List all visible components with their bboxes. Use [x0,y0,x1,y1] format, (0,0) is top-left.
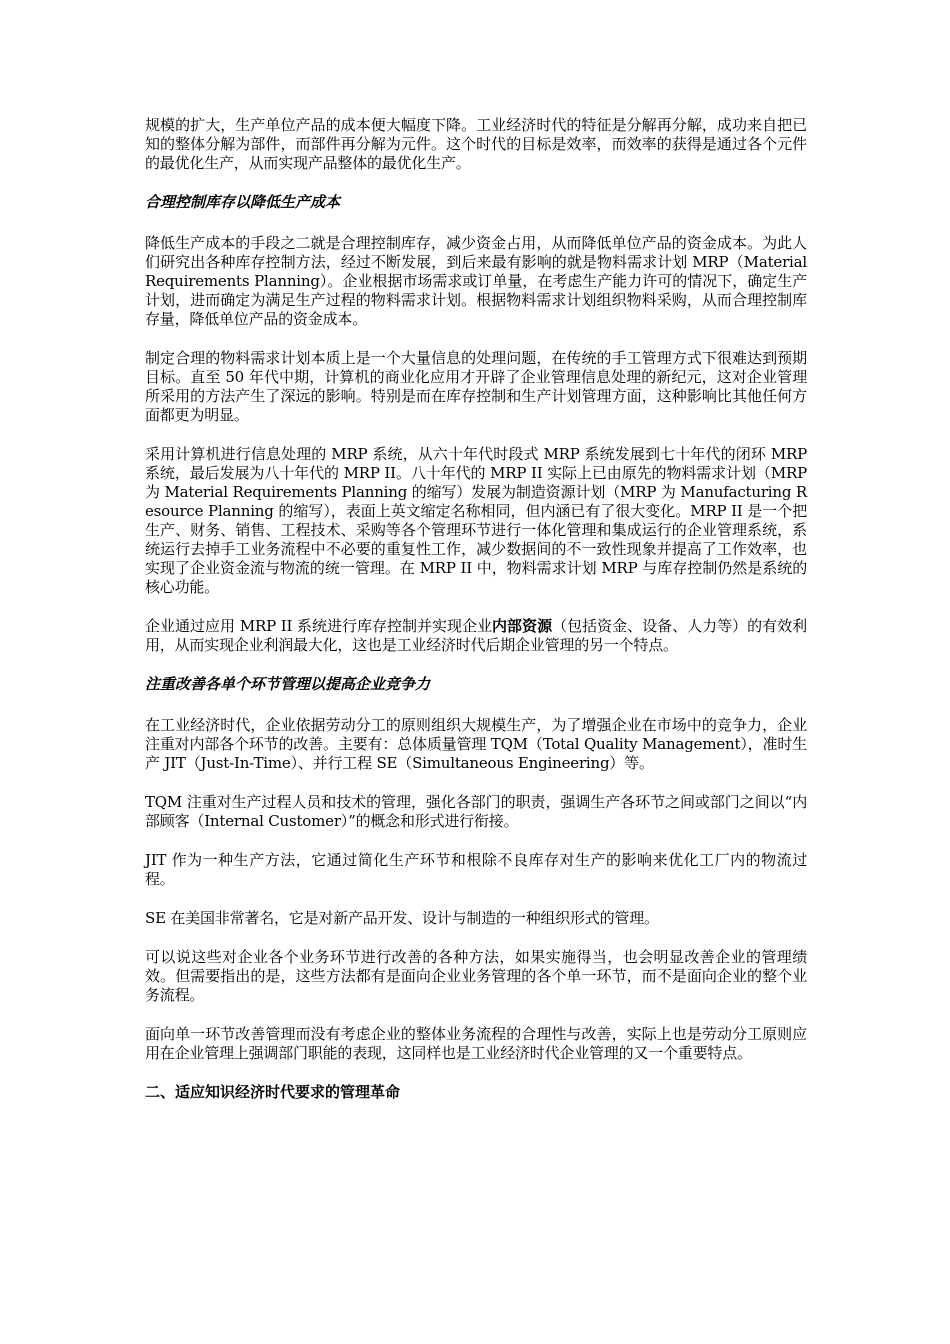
paragraph-inventory-control: 降低生产成本的手段之二就是合理控制库存，减少资金占用，从而降低单位产品的资金成本。为此人们研究出各种库存控制方法，经过不断发展，到后来最有影响的就是物料需求计划 MRP（Material Requirements Planning）。企业根据市场需求或订单量，在考虑生产能力许可的情况下，确定生产计划，进而确定为满足生产过程的物料需求计划。根据物料需求计划组织物料采购，从而合理控制库存量，降低单位产品的资金成本。 [145,234,807,328]
paragraph-single-link-improvement: 面向单一环节改善管理而没有考虑企业的整体业务流程的合理性与改善，实际上也是劳动分工原则应用在企业管理上强调部门职能的表现，这同样也是工业经济时代企业管理的又一个重要特点。 [145,1025,807,1062]
emphasis-internal-resources: 内部资源 [492,617,553,635]
paragraph-mrp-evolution: 采用计算机进行信息处理的 MRP 系统，从六十年代时段式 MRP 系统发展到七十年代的闭环 MRP 系统，最后发展为八十年代的 MRP II。八十年代的 MRP II 实际上已由原先的物料需求计划（MRP 为 Material Requirements Planning 的缩写）发展为制造资源计划（MRP 为 Manufacturing Resource Planning 的缩写），表面上英文缩定名称相同，但内涵已有了很大变化。MRP II 是一个把生产、财务、销售、工程技术、采购等各个管理环节进行一体化管理和集成运行的企业管理系统，系统运行去掉手工业务流程中不必要的重复性工作，减少数据间的不一致性现象并提高了工作效率，也实现了企业资金流与物流的统一管理。在 MRP II 中，物料需求计划 MRP 与库存控制仍然是系统的核心功能。 [145,445,807,596]
paragraph-information-processing: 制定合理的物料需求计划本质上是一个大量信息的处理问题，在传统的手工管理方式下很难达到预期目标。直至 50 年代中期，计算机的商业化应用才开辟了企业管理信息处理的新纪元，这对企业管理所采用的方法产生了深远的影响。特别是而在库存控制和生产计划管理方面，这种影响比其他任何方面都更为明显。 [145,349,807,424]
section-heading-management-revolution: 二、适应知识经济时代要求的管理革命 [145,1083,401,1101]
paragraph-jit: JIT 作为一种生产方法，它通过简化生产环节和根除不良库存对生产的影响来优化工厂内的物流过程。 [145,851,807,888]
document-page [145,116,807,1102]
text-segment: （包括资金、设备、人力等）的有效利用，从而实现企业利润最大化，这也是工业经济时代后期企业管理的另一个特点。 [145,617,807,654]
paragraph-se: SE 在美国非常著名，它是对新产品开发、设计与制造的一种组织形式的管理。 [145,909,659,927]
paragraph-tqm: TQM 注重对生产过程人员和技术的管理，强化各部门的职责，强调生产各环节之间或部门之间以“内部顾客（Internal Customer）”的概念和形式进行衔接。 [145,793,807,830]
section-heading-inventory: 合理控制库存以降低生产成本 [145,193,341,211]
section-heading-competitiveness: 注重改善各单个环节管理以提高企业竞争力 [145,675,431,693]
paragraph-methods-evaluation: 可以说这些对企业各个业务环节进行改善的各种方法，如果实施得当，也会明显改善企业的管理绩效。但需要指出的是，这些方法都有是面向企业业务管理的各个单一环节，而不是面向企业的整个业务流程。 [145,948,807,1004]
paragraph-internal-resources [145,617,807,655]
paragraph-scale-efficiency: 规模的扩大，生产单位产品的成本便大幅度下降。工业经济时代的特征是分解再分解，成功来自把已知的整体分解为部件，而部件再分解为元件。这个时代的目标是效率，而效率的获得是通过各个元件的最优化生产，从而实现产品整体的最优化生产。 [145,116,807,172]
text-segment: 企业通过应用 MRP II 系统进行库存控制并实现企业 [145,617,493,635]
paragraph-improvement-methods: 在工业经济时代，企业依据劳动分工的原则组织大规模生产，为了增强企业在市场中的竞争力，企业注重对内部各个环节的改善。主要有：总体质量管理 TQM（Total Quality Management），准时生产 JIT（Just-In-Time）、并行工程 SE（Simultaneous Engineering）等。 [145,716,807,772]
